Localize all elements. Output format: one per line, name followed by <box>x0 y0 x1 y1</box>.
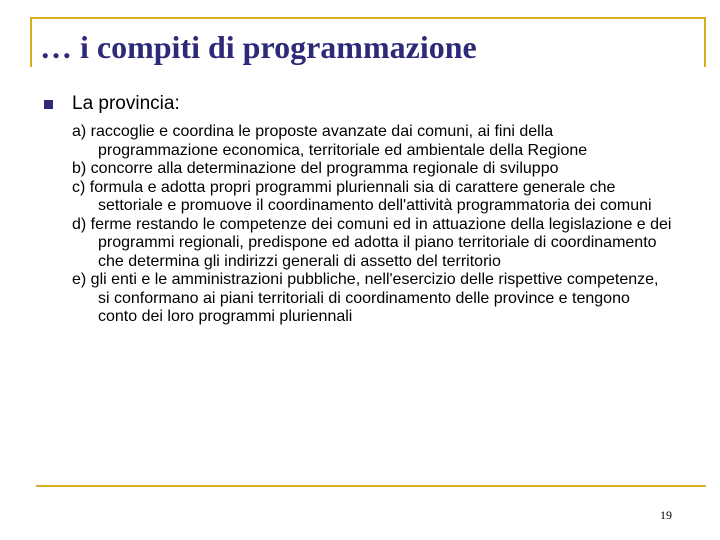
frame-right-border <box>704 17 706 67</box>
frame-left-border <box>30 17 32 67</box>
frame-top-border <box>30 17 706 19</box>
page-number: 19 <box>660 508 672 522</box>
list-item-a: a) raccoglie e coordina le proposte avanzate dai comuni, ai fini della programmazione economica, territoriale ed ambientale della Regione <box>72 123 588 159</box>
lead-text: La provincia: <box>72 93 180 114</box>
list-item-e: e) gli enti e le amministrazioni pubbliche, nell'esercizio delle rispettive competenze, si conformano ai piani territoriali di coordinamento delle province e tengono conto dei loro programmi pluriennali <box>72 271 659 325</box>
footer-rule <box>36 485 706 487</box>
slide-title: … i compiti di programmazione <box>40 29 477 65</box>
list-item-d: d) ferme restando le competenze dei comuni ed in attuazione della legislazione e dei programmi regionali, predispone ed adotta il piano territoriale di coordinamento che determina gli indirizzi generali di assetto del territorio <box>72 215 672 270</box>
square-bullet-icon <box>44 100 53 109</box>
list-item-b: b) concorre alla determinazione del programma regionale di sviluppo <box>72 160 559 177</box>
list-item-c: c) formula e adotta propri programmi pluriennali sia di carattere generale che settoriale e promuove il coordinamento dell'attività programmatoria dei comuni <box>72 178 652 214</box>
item-list <box>72 123 672 327</box>
